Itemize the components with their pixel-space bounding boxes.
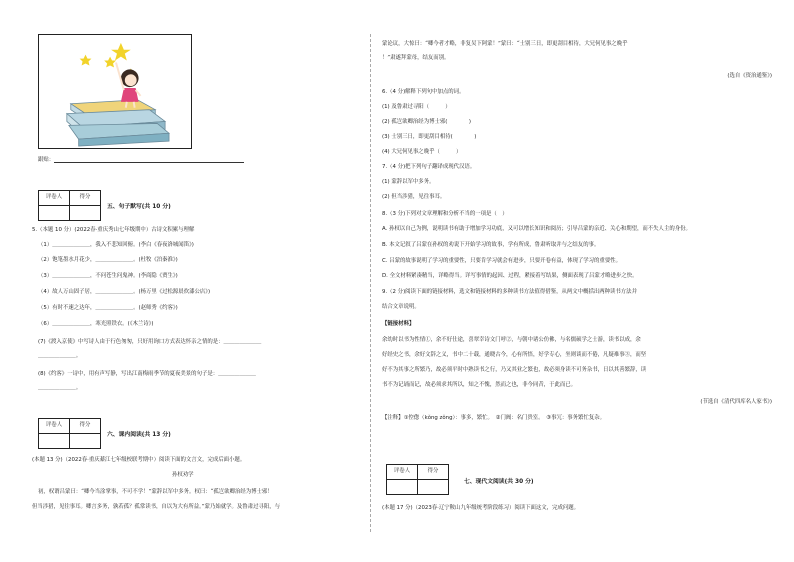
section6-intro: (本题 13 分)（2022春·重庆綦江七年级校联考期中）阅读下面的文言文，完成后面小题。 xyxy=(32,457,246,463)
question-7-item-1: (1) 蒙辞以军中多务。 xyxy=(382,179,435,185)
score-table-5 xyxy=(38,190,101,221)
notes: 【注释】①倥偬（kǒng zǒng）：事多，繁忙。 ②门阀：名门贵室。 ③事冗：事务繁忙复杂。 xyxy=(382,415,606,421)
question-8: 8.（3 分)下列对文章理解和分析不当的一项是（ ） xyxy=(382,211,508,217)
question-8-option-c[interactable]: C. 吕蒙的故事说明了学习的重要性，只要肯学习就会有进步，只要开卷有益，体现了学习的重要性。 xyxy=(382,258,621,264)
score-header-score: 得分 xyxy=(70,191,101,206)
link-line-2: 好经史之书，余好文辞之义，书中二十载，通晓古今，心有所悟，好学专心，坐则谈而不倦，凡疑难事③，而坚 xyxy=(382,352,647,358)
section6-title: 六、课内阅读(共 13 分) xyxy=(107,432,171,438)
question-7-item-2: (2) 但当涉猎，见往事耳。 xyxy=(382,194,446,200)
question-6-item-4: (4) 大兄何见事之晚乎（ ） xyxy=(382,149,462,155)
passage-line-1: 初，权谓吕蒙曰：“卿今当涂掌事，不可不学！”蒙辞以军中多务。权曰：“孤岂欲卿治经为博士邪！ xyxy=(38,489,273,495)
question-8-option-d[interactable]: D. 全文材料紧凑精当，详略得当。详写事情的起因、过程，紧接着写结果，侧面表现了吕蒙才略进步之快。 xyxy=(382,273,638,279)
poem-label: 跟贴： xyxy=(38,157,55,163)
question-8-option-b[interactable]: B. 本文记叙了吕蒙在孙权的劝说下开始学习的故事，学有所成，鲁肃听取并与之结友的事。 xyxy=(382,242,600,248)
illustration-girl-on-books xyxy=(38,34,192,149)
section7-intro: (本题 17 分)（2023春·辽宁鞍山九年级统考阶段练习）阅读下面这文，完成问题。 xyxy=(382,505,580,511)
passage-title: 孙权劝学 xyxy=(172,472,194,478)
question-9: 9.（2 分)阅读下面的链接材料，选文和链接材料的多种读书方法值得借鉴，从两文中概括出两种读书方法并 xyxy=(382,289,637,295)
section5-item-2: （2）饱笔墨水月花少，＿＿＿＿＿＿＿。(杜牧《泊秦淮》) xyxy=(38,257,178,263)
section5-item-3: （3）＿＿＿＿＿＿＿，不问苍生问鬼神。(李商隐《贾生》) xyxy=(38,273,178,279)
score-cell-score[interactable] xyxy=(70,434,101,449)
girl-stars-books-icon xyxy=(39,35,191,148)
source-1: (选自《资治通鉴》) xyxy=(727,73,772,79)
column-divider xyxy=(370,34,371,532)
link-line-4: 书不为记诵而记，故必须求其所以，知之不愧，然而之也，非今同昔，于此而已。 xyxy=(382,382,577,388)
score-table-6 xyxy=(38,418,101,449)
passage-line-4: ！”肃遂拜蒙母，结友而别。 xyxy=(382,55,450,61)
score-cell-score[interactable] xyxy=(70,206,101,221)
question-7: 7.（4 分)把下列句子翻译成现代汉语。 xyxy=(382,164,476,170)
link-line-1: 余幼时以书为性情①，余不好仕途，喜翠幸诗文门呼②，与朝中诸公仿佛，与名儒硕学之士游，读书以成，余 xyxy=(382,337,641,343)
section5-item-5: （5）有时不速之达年，＿＿＿＿＿＿＿。(赵师秀《约客》) xyxy=(38,305,178,311)
score-table-7 xyxy=(386,464,449,495)
score-cell-grader[interactable] xyxy=(39,434,70,449)
score-header-score: 得分 xyxy=(70,419,101,434)
passage-line-2: 但当涉猎，见往事耳。卿言多务，孰若孤？孤常读书，自以为大有所益。”蒙乃始就学。及鲁肃过寻阳，与 xyxy=(32,504,281,510)
question-6-item-3: (3) 士别三日，即更刮目相待( ) xyxy=(382,134,477,140)
question-6-item-2: (2) 孤岂欲卿治经为博士邪( ) xyxy=(382,119,472,125)
section5-item-4: （4）故人万山固子居，＿＿＿＿＿＿＿。(杨万里《过松源晨炊漆公店》) xyxy=(38,289,211,295)
question-8-option-a[interactable]: A. 孙权以自己为例，说明读书有助于增加学习功底，又可以增长知识和阅历；引导吕蒙的亲近、关心和期望，而不失人主的身份。 xyxy=(382,226,691,232)
link-material-title: 【链接材料】 xyxy=(382,321,415,327)
score-header-grader: 评卷人 xyxy=(39,419,70,434)
section5-q7-cont: ＿＿＿＿＿＿＿。 xyxy=(38,353,82,359)
passage-line-3: 蒙论议，大惊曰：“卿今者才略，非复吴下阿蒙！”蒙曰：“士别三日，即更刮目相待，大兄何见事之晚乎 xyxy=(382,41,628,47)
section5-title: 五、句子默写(共 10 分) xyxy=(107,204,171,210)
question-6: 6.（4 分)解释下列句中加点的词。 xyxy=(382,89,465,95)
section5-intro: 5.（本题 10 分）(2022春·重庆秀山七年级期中）古诗文积累与理解 xyxy=(32,227,195,233)
section5-q8-cont: ＿＿＿＿＿＿＿。 xyxy=(38,385,82,391)
poem-label-line xyxy=(38,158,244,163)
section5-item-6: （6）＿＿＿＿＿＿＿，寒光照铁衣。(《木兰诗》) xyxy=(38,321,154,327)
source-2: (节选自《清代四库名人家书》) xyxy=(700,399,772,405)
link-line-3: 好不为其事之所繁乃，故必须平时中熟读书之行，乃又其业之繁也，故必须身读不可务杂书，日以其善繁辞，读 xyxy=(382,367,647,373)
question-9-cont: 结合文章说明。 xyxy=(382,304,420,310)
section5-item-1: （1）＿＿＿＿＿＿＿，我入不悲知回俯。(李白《春夜洛城闻笛》) xyxy=(38,242,194,248)
section5-q8: (8)《约客》一诗中，用有声写静，写出江南梅雨季节的夏夜美景的句子是：＿＿＿＿＿＿＿ xyxy=(38,371,256,377)
question-6-item-1: (1) 及鲁肃过寻阳（ ） xyxy=(382,104,451,110)
poem-answer-line[interactable] xyxy=(54,162,244,163)
score-header-score: 得分 xyxy=(418,465,449,480)
score-cell-score[interactable] xyxy=(418,480,449,495)
score-cell-grader[interactable] xyxy=(387,480,418,495)
section7-title: 七、现代文阅读(共 30 分) xyxy=(464,479,534,485)
score-header-grader: 评卷人 xyxy=(39,191,70,206)
section5-q7: (7)《渡入京使》中写诗人由于行色匆匆，只好用询口方式表达怀亲之情的是：＿＿＿＿＿＿＿ xyxy=(38,339,262,345)
score-cell-grader[interactable] xyxy=(39,206,70,221)
score-header-grader: 评卷人 xyxy=(387,465,418,480)
